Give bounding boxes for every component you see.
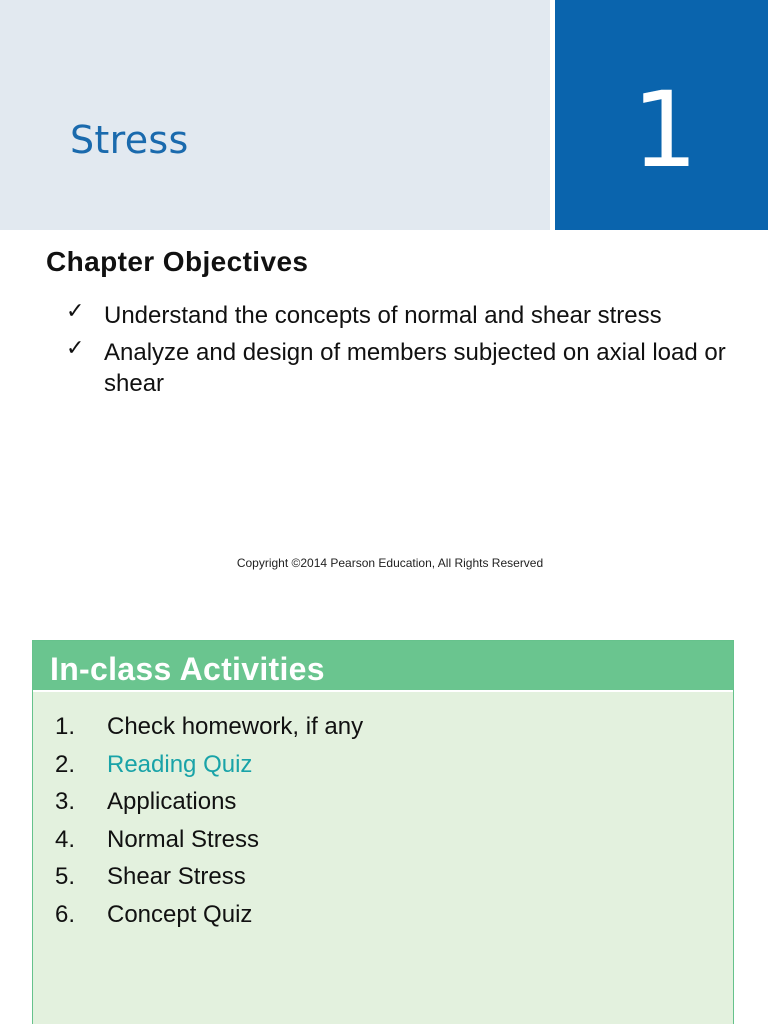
objectives-list xyxy=(66,300,756,405)
objective-text: Understand the concepts of normal and shear stress xyxy=(104,302,662,329)
activity-label: Concept Quiz xyxy=(107,900,253,928)
activity-number: 1. xyxy=(55,713,76,740)
check-icon: ✓ xyxy=(66,336,85,361)
activities-header xyxy=(33,641,733,692)
objective-item xyxy=(66,300,756,331)
activity-item xyxy=(55,858,363,896)
activity-number: 3. xyxy=(55,788,76,815)
objectives-heading: Chapter Objectives xyxy=(46,246,309,277)
activity-label: Normal Stress xyxy=(107,825,260,853)
activity-label: Applications xyxy=(107,788,237,815)
copyright-notice: Copyright ©2014 Pearson Education, All Rights Reserved xyxy=(236,556,544,570)
activity-item xyxy=(55,896,363,934)
activity-number: 4. xyxy=(55,825,76,853)
activity-number: 5. xyxy=(55,863,76,890)
activity-label: Check homework, if any xyxy=(107,713,364,740)
activities-title: In-class Activities xyxy=(50,651,325,687)
activity-item xyxy=(55,783,363,821)
activity-item xyxy=(55,708,363,746)
chapter-title: Stress xyxy=(70,118,189,162)
activity-item-reading-quiz[interactable] xyxy=(55,746,363,784)
activity-label: Shear Stress xyxy=(107,863,246,890)
activities-list xyxy=(55,708,363,933)
activity-number: 6. xyxy=(55,900,76,928)
chapter-number: 1 xyxy=(631,69,698,191)
chapter-title-panel xyxy=(0,0,550,230)
objective-item xyxy=(66,337,756,399)
objective-text: Analyze and design of members subjected on axial load or shear xyxy=(104,339,726,397)
check-icon: ✓ xyxy=(66,299,85,324)
activity-number: 2. xyxy=(55,750,76,778)
activity-item xyxy=(55,821,363,859)
activity-link[interactable]: Reading Quiz xyxy=(107,750,253,778)
activities-card xyxy=(32,640,734,1024)
chapter-number-panel xyxy=(555,0,768,230)
